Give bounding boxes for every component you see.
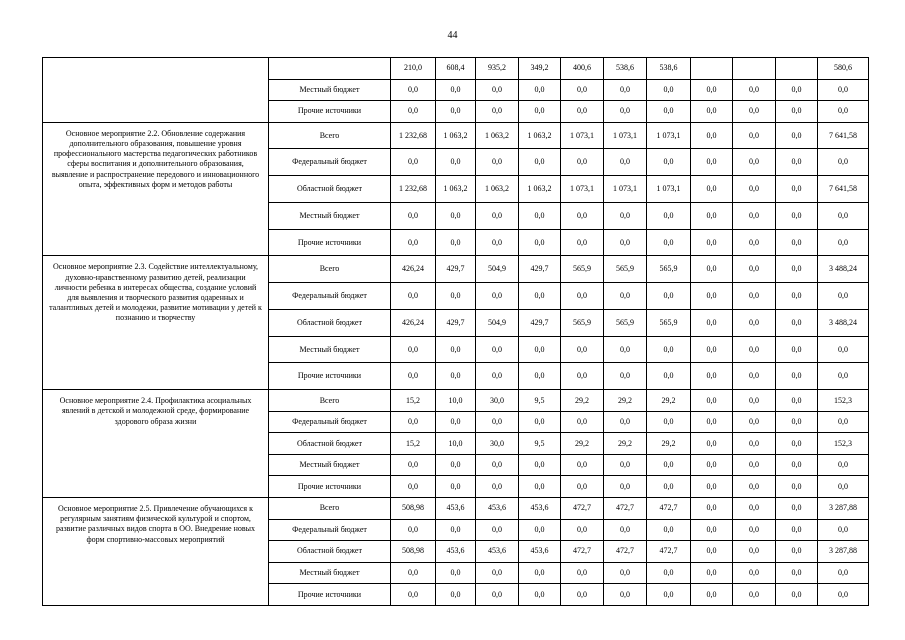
continued-measure-cell [43, 58, 269, 123]
year-value-cell: 0,0 [604, 283, 647, 310]
year-value-cell: 0,0 [391, 476, 436, 498]
funding-source-cell: Всего [269, 256, 391, 283]
year-value-cell: 0,0 [733, 454, 776, 476]
year-value-cell: 429,7 [436, 256, 476, 283]
year-value-cell: 0,0 [776, 309, 818, 336]
year-value-cell: 538,6 [647, 58, 691, 80]
year-value-cell: 15,2 [391, 390, 436, 412]
year-value-cell: 1 073,1 [561, 122, 604, 149]
funding-source-cell [269, 58, 391, 80]
total-value-cell: 152,3 [818, 390, 869, 412]
year-value-cell: 0,0 [476, 519, 519, 541]
year-value-cell: 0,0 [691, 79, 733, 101]
year-value-cell: 0,0 [476, 411, 519, 433]
year-value-cell: 0,0 [776, 101, 818, 123]
year-value-cell: 0,0 [776, 433, 818, 455]
total-value-cell: 0,0 [818, 149, 869, 176]
year-value-cell: 0,0 [733, 433, 776, 455]
year-value-cell: 508,98 [391, 498, 436, 520]
year-value-cell: 0,0 [647, 336, 691, 363]
year-value-cell: 0,0 [776, 584, 818, 606]
funding-source-cell: Областной бюджет [269, 309, 391, 336]
year-value-cell: 0,0 [647, 584, 691, 606]
year-value-cell: 0,0 [776, 229, 818, 256]
measure-description: Основное мероприятие 2.4. Профилактика асоциальных явлений в детской и молодежной среде, формирование здорового образа жизни [43, 390, 269, 498]
year-value-cell: 0,0 [436, 584, 476, 606]
year-value-cell: 0,0 [436, 79, 476, 101]
year-value-cell: 0,0 [776, 256, 818, 283]
table-row [43, 390, 869, 412]
year-value-cell: 429,7 [436, 309, 476, 336]
year-value-cell: 0,0 [733, 309, 776, 336]
year-value-cell: 0,0 [476, 202, 519, 229]
year-value-cell: 0,0 [647, 283, 691, 310]
year-value-cell: 538,6 [604, 58, 647, 80]
total-value-cell: 3 287,88 [818, 541, 869, 563]
year-value-cell: 0,0 [561, 101, 604, 123]
year-value-cell: 0,0 [519, 101, 561, 123]
year-value-cell: 0,0 [733, 498, 776, 520]
year-value-cell: 565,9 [647, 309, 691, 336]
year-value-cell: 472,7 [561, 498, 604, 520]
year-value-cell: 0,0 [519, 519, 561, 541]
year-value-cell: 0,0 [733, 363, 776, 390]
year-value-cell: 0,0 [691, 363, 733, 390]
year-value-cell: 10,0 [436, 390, 476, 412]
year-value-cell: 0,0 [647, 411, 691, 433]
year-value-cell: 0,0 [391, 363, 436, 390]
year-value-cell: 0,0 [436, 363, 476, 390]
year-value-cell: 0,0 [476, 476, 519, 498]
measure-description: Основное мероприятие 2.5. Привлечение обучающихся к регулярным занятиям физической культурой и спортом, развитие различных видов спорта в ОО. Внедрение новых форм спортивно-массовых мероприятий [43, 498, 269, 606]
year-value-cell: 472,7 [561, 541, 604, 563]
year-value-cell: 608,4 [436, 58, 476, 80]
funding-source-cell: Областной бюджет [269, 541, 391, 563]
year-value-cell: 0,0 [776, 122, 818, 149]
year-value-cell: 9,5 [519, 390, 561, 412]
year-value-cell: 0,0 [476, 101, 519, 123]
year-value-cell: 0,0 [391, 519, 436, 541]
total-value-cell: 3 488,24 [818, 256, 869, 283]
year-value-cell: 0,0 [733, 562, 776, 584]
year-value-cell: 0,0 [733, 176, 776, 203]
year-value-cell: 0,0 [436, 454, 476, 476]
year-value-cell: 565,9 [647, 256, 691, 283]
year-value-cell: 472,7 [604, 541, 647, 563]
year-value-cell: 565,9 [561, 309, 604, 336]
year-value-cell: 0,0 [776, 519, 818, 541]
year-value-cell: 0,0 [691, 519, 733, 541]
year-value-cell: 0,0 [647, 363, 691, 390]
year-value-cell: 0,0 [604, 202, 647, 229]
year-value-cell: 0,0 [436, 562, 476, 584]
year-value-cell [691, 58, 733, 80]
year-value-cell: 565,9 [604, 309, 647, 336]
year-value-cell: 0,0 [476, 363, 519, 390]
year-value-cell: 0,0 [691, 202, 733, 229]
year-value-cell: 0,0 [733, 101, 776, 123]
funding-source-cell: Прочие источники [269, 101, 391, 123]
year-value-cell: 0,0 [476, 149, 519, 176]
year-value-cell: 0,0 [519, 562, 561, 584]
year-value-cell: 0,0 [733, 122, 776, 149]
table-row [43, 122, 869, 149]
year-value-cell: 0,0 [776, 149, 818, 176]
year-value-cell: 0,0 [391, 562, 436, 584]
funding-source-cell: Всего [269, 390, 391, 412]
year-value-cell: 400,6 [561, 58, 604, 80]
total-value-cell: 3 488,24 [818, 309, 869, 336]
year-value-cell: 453,6 [519, 498, 561, 520]
year-value-cell: 10,0 [436, 433, 476, 455]
year-value-cell: 0,0 [519, 336, 561, 363]
year-value-cell: 0,0 [561, 584, 604, 606]
funding-source-cell: Прочие источники [269, 584, 391, 606]
year-value-cell: 429,7 [519, 309, 561, 336]
total-value-cell: 0,0 [818, 336, 869, 363]
year-value-cell: 0,0 [436, 336, 476, 363]
year-value-cell: 0,0 [561, 454, 604, 476]
year-value-cell: 30,0 [476, 433, 519, 455]
year-value-cell: 0,0 [776, 202, 818, 229]
year-value-cell: 0,0 [604, 476, 647, 498]
funding-source-cell: Федеральный бюджет [269, 283, 391, 310]
year-value-cell: 0,0 [604, 363, 647, 390]
year-value-cell: 0,0 [436, 519, 476, 541]
total-value-cell: 0,0 [818, 454, 869, 476]
total-value-cell: 3 287,88 [818, 498, 869, 520]
year-value-cell: 0,0 [647, 562, 691, 584]
total-value-cell: 0,0 [818, 411, 869, 433]
funding-source-cell: Всего [269, 498, 391, 520]
year-value-cell: 426,24 [391, 309, 436, 336]
year-value-cell: 0,0 [561, 336, 604, 363]
budget-table-body [43, 58, 869, 606]
measure-description: Основное мероприятие 2.2. Обновление содержания дополнительного образования, повышение уровня профессионального мастерства педагогических работников сферы воспитания и дополнительного образования, выявление и распространение передового и инновационного опыта, эффективных форм и методов работы [43, 122, 269, 256]
total-value-cell: 0,0 [818, 476, 869, 498]
year-value-cell: 0,0 [561, 411, 604, 433]
year-value-cell: 0,0 [776, 454, 818, 476]
year-value-cell: 0,0 [476, 229, 519, 256]
funding-source-cell: Местный бюджет [269, 336, 391, 363]
total-value-cell: 0,0 [818, 283, 869, 310]
year-value-cell: 0,0 [691, 541, 733, 563]
year-value-cell: 0,0 [561, 283, 604, 310]
year-value-cell: 1 063,2 [476, 176, 519, 203]
year-value-cell: 565,9 [604, 256, 647, 283]
year-value-cell: 429,7 [519, 256, 561, 283]
budget-table [42, 57, 869, 606]
year-value-cell: 0,0 [436, 229, 476, 256]
year-value-cell: 29,2 [604, 390, 647, 412]
year-value-cell: 0,0 [691, 229, 733, 256]
year-value-cell: 0,0 [691, 336, 733, 363]
year-value-cell: 0,0 [733, 149, 776, 176]
year-value-cell: 0,0 [604, 562, 647, 584]
year-value-cell: 1 063,2 [436, 122, 476, 149]
year-value-cell: 0,0 [691, 454, 733, 476]
year-value-cell: 0,0 [391, 411, 436, 433]
year-value-cell: 0,0 [776, 283, 818, 310]
year-value-cell: 0,0 [476, 336, 519, 363]
year-value-cell: 0,0 [691, 176, 733, 203]
year-value-cell: 0,0 [691, 283, 733, 310]
year-value-cell: 426,24 [391, 256, 436, 283]
total-value-cell: 0,0 [818, 562, 869, 584]
total-value-cell: 7 641,58 [818, 122, 869, 149]
year-value-cell: 15,2 [391, 433, 436, 455]
total-value-cell: 0,0 [818, 202, 869, 229]
year-value-cell: 935,2 [476, 58, 519, 80]
year-value-cell: 349,2 [519, 58, 561, 80]
year-value-cell: 0,0 [519, 202, 561, 229]
year-value-cell: 0,0 [561, 562, 604, 584]
year-value-cell: 0,0 [561, 363, 604, 390]
year-value-cell: 0,0 [776, 476, 818, 498]
year-value-cell: 1 063,2 [476, 122, 519, 149]
table-row [43, 498, 869, 520]
total-value-cell: 0,0 [818, 584, 869, 606]
funding-source-cell: Местный бюджет [269, 79, 391, 101]
year-value-cell: 0,0 [436, 202, 476, 229]
year-value-cell: 0,0 [733, 541, 776, 563]
year-value-cell [776, 58, 818, 80]
year-value-cell: 0,0 [647, 79, 691, 101]
total-value-cell: 0,0 [818, 519, 869, 541]
year-value-cell: 1 063,2 [436, 176, 476, 203]
year-value-cell: 472,7 [604, 498, 647, 520]
year-value-cell: 0,0 [519, 476, 561, 498]
year-value-cell: 0,0 [604, 101, 647, 123]
year-value-cell: 0,0 [476, 584, 519, 606]
year-value-cell: 0,0 [691, 498, 733, 520]
year-value-cell: 0,0 [733, 79, 776, 101]
year-value-cell: 0,0 [391, 229, 436, 256]
year-value-cell: 0,0 [647, 519, 691, 541]
year-value-cell: 0,0 [436, 283, 476, 310]
page-number: 44 [447, 30, 458, 41]
year-value-cell: 0,0 [519, 283, 561, 310]
funding-source-cell: Местный бюджет [269, 454, 391, 476]
total-value-cell: 0,0 [818, 229, 869, 256]
year-value-cell: 453,6 [476, 498, 519, 520]
year-value-cell: 0,0 [561, 476, 604, 498]
year-value-cell: 504,9 [476, 256, 519, 283]
year-value-cell: 0,0 [776, 411, 818, 433]
year-value-cell: 1 073,1 [647, 122, 691, 149]
year-value-cell: 29,2 [604, 433, 647, 455]
year-value-cell: 0,0 [561, 149, 604, 176]
year-value-cell: 0,0 [691, 149, 733, 176]
year-value-cell: 1 073,1 [647, 176, 691, 203]
year-value-cell: 0,0 [733, 519, 776, 541]
year-value-cell: 0,0 [647, 476, 691, 498]
funding-source-cell: Прочие источники [269, 363, 391, 390]
year-value-cell: 453,6 [436, 498, 476, 520]
year-value-cell: 29,2 [561, 433, 604, 455]
funding-source-cell: Областной бюджет [269, 433, 391, 455]
year-value-cell: 0,0 [476, 283, 519, 310]
year-value-cell: 0,0 [604, 149, 647, 176]
year-value-cell: 0,0 [647, 454, 691, 476]
year-value-cell: 0,0 [391, 202, 436, 229]
year-value-cell: 1 063,2 [519, 176, 561, 203]
funding-source-cell: Федеральный бюджет [269, 411, 391, 433]
year-value-cell: 1 073,1 [604, 122, 647, 149]
year-value-cell: 0,0 [691, 411, 733, 433]
year-value-cell: 0,0 [776, 79, 818, 101]
year-value-cell: 1 073,1 [561, 176, 604, 203]
year-value-cell: 0,0 [691, 584, 733, 606]
year-value-cell: 0,0 [391, 101, 436, 123]
year-value-cell: 0,0 [691, 122, 733, 149]
year-value-cell: 0,0 [647, 202, 691, 229]
year-value-cell: 0,0 [733, 202, 776, 229]
year-value-cell: 0,0 [436, 101, 476, 123]
year-value-cell: 0,0 [733, 283, 776, 310]
total-value-cell: 0,0 [818, 101, 869, 123]
year-value-cell: 453,6 [476, 541, 519, 563]
year-value-cell: 0,0 [776, 363, 818, 390]
year-value-cell: 29,2 [561, 390, 604, 412]
year-value-cell: 0,0 [604, 584, 647, 606]
total-value-cell: 0,0 [818, 363, 869, 390]
year-value-cell: 472,7 [647, 541, 691, 563]
year-value-cell: 0,0 [519, 363, 561, 390]
year-value-cell: 0,0 [561, 519, 604, 541]
year-value-cell: 0,0 [561, 202, 604, 229]
year-value-cell: 0,0 [604, 336, 647, 363]
year-value-cell: 0,0 [733, 390, 776, 412]
year-value-cell: 0,0 [561, 79, 604, 101]
year-value-cell: 1 232,68 [391, 176, 436, 203]
year-value-cell: 30,0 [476, 390, 519, 412]
year-value-cell: 0,0 [604, 519, 647, 541]
year-value-cell: 0,0 [647, 229, 691, 256]
funding-source-cell: Местный бюджет [269, 202, 391, 229]
year-value-cell: 0,0 [391, 149, 436, 176]
year-value-cell: 504,9 [476, 309, 519, 336]
year-value-cell: 0,0 [604, 229, 647, 256]
year-value-cell [733, 58, 776, 80]
year-value-cell: 0,0 [691, 562, 733, 584]
table-row [43, 58, 869, 80]
year-value-cell: 0,0 [391, 584, 436, 606]
year-value-cell: 0,0 [691, 476, 733, 498]
funding-source-cell: Прочие источники [269, 229, 391, 256]
year-value-cell: 0,0 [776, 390, 818, 412]
year-value-cell: 0,0 [391, 79, 436, 101]
year-value-cell: 565,9 [561, 256, 604, 283]
year-value-cell: 0,0 [519, 411, 561, 433]
year-value-cell: 29,2 [647, 390, 691, 412]
year-value-cell: 0,0 [604, 411, 647, 433]
year-value-cell: 0,0 [691, 309, 733, 336]
year-value-cell: 0,0 [691, 101, 733, 123]
year-value-cell: 0,0 [691, 433, 733, 455]
year-value-cell: 0,0 [776, 336, 818, 363]
year-value-cell: 0,0 [604, 79, 647, 101]
year-value-cell: 0,0 [776, 562, 818, 584]
total-value-cell: 152,3 [818, 433, 869, 455]
year-value-cell: 0,0 [733, 256, 776, 283]
year-value-cell: 0,0 [391, 454, 436, 476]
year-value-cell: 0,0 [519, 229, 561, 256]
funding-source-cell: Прочие источники [269, 476, 391, 498]
total-value-cell: 7 641,58 [818, 176, 869, 203]
year-value-cell: 0,0 [519, 584, 561, 606]
measure-description: Основное мероприятие 2.3. Содействие интеллектуальному, духовно-нравственному развитию детей, реализации личности ребенка в интересах общества, создание условий для выявления и творческого развития одаренных и талантливых детей и молодежи, развитие мотивации у детей к познанию и творчеству [43, 256, 269, 390]
year-value-cell: 0,0 [691, 390, 733, 412]
year-value-cell: 0,0 [776, 541, 818, 563]
year-value-cell: 29,2 [647, 433, 691, 455]
year-value-cell: 0,0 [776, 498, 818, 520]
year-value-cell: 0,0 [436, 476, 476, 498]
year-value-cell: 0,0 [604, 454, 647, 476]
table-row [43, 256, 869, 283]
year-value-cell: 0,0 [733, 411, 776, 433]
funding-source-cell: Федеральный бюджет [269, 519, 391, 541]
funding-source-cell: Всего [269, 122, 391, 149]
year-value-cell: 0,0 [476, 79, 519, 101]
year-value-cell: 1 073,1 [604, 176, 647, 203]
year-value-cell: 0,0 [436, 149, 476, 176]
year-value-cell: 0,0 [647, 149, 691, 176]
year-value-cell: 453,6 [519, 541, 561, 563]
year-value-cell: 0,0 [519, 454, 561, 476]
year-value-cell: 0,0 [436, 411, 476, 433]
year-value-cell: 210,0 [391, 58, 436, 80]
year-value-cell: 472,7 [647, 498, 691, 520]
funding-source-cell: Федеральный бюджет [269, 149, 391, 176]
year-value-cell: 453,6 [436, 541, 476, 563]
year-value-cell: 0,0 [733, 476, 776, 498]
year-value-cell: 0,0 [733, 336, 776, 363]
year-value-cell: 1 232,68 [391, 122, 436, 149]
funding-source-cell: Местный бюджет [269, 562, 391, 584]
year-value-cell: 0,0 [476, 562, 519, 584]
year-value-cell: 0,0 [391, 336, 436, 363]
year-value-cell: 0,0 [519, 79, 561, 101]
year-value-cell: 9,5 [519, 433, 561, 455]
year-value-cell: 0,0 [647, 101, 691, 123]
year-value-cell: 0,0 [733, 584, 776, 606]
total-value-cell: 580,6 [818, 58, 869, 80]
year-value-cell: 508,98 [391, 541, 436, 563]
total-value-cell: 0,0 [818, 79, 869, 101]
year-value-cell: 0,0 [691, 256, 733, 283]
year-value-cell: 1 063,2 [519, 122, 561, 149]
year-value-cell: 0,0 [776, 176, 818, 203]
year-value-cell: 0,0 [476, 454, 519, 476]
year-value-cell: 0,0 [561, 229, 604, 256]
year-value-cell: 0,0 [733, 229, 776, 256]
year-value-cell: 0,0 [519, 149, 561, 176]
year-value-cell: 0,0 [391, 283, 436, 310]
funding-source-cell: Областной бюджет [269, 176, 391, 203]
